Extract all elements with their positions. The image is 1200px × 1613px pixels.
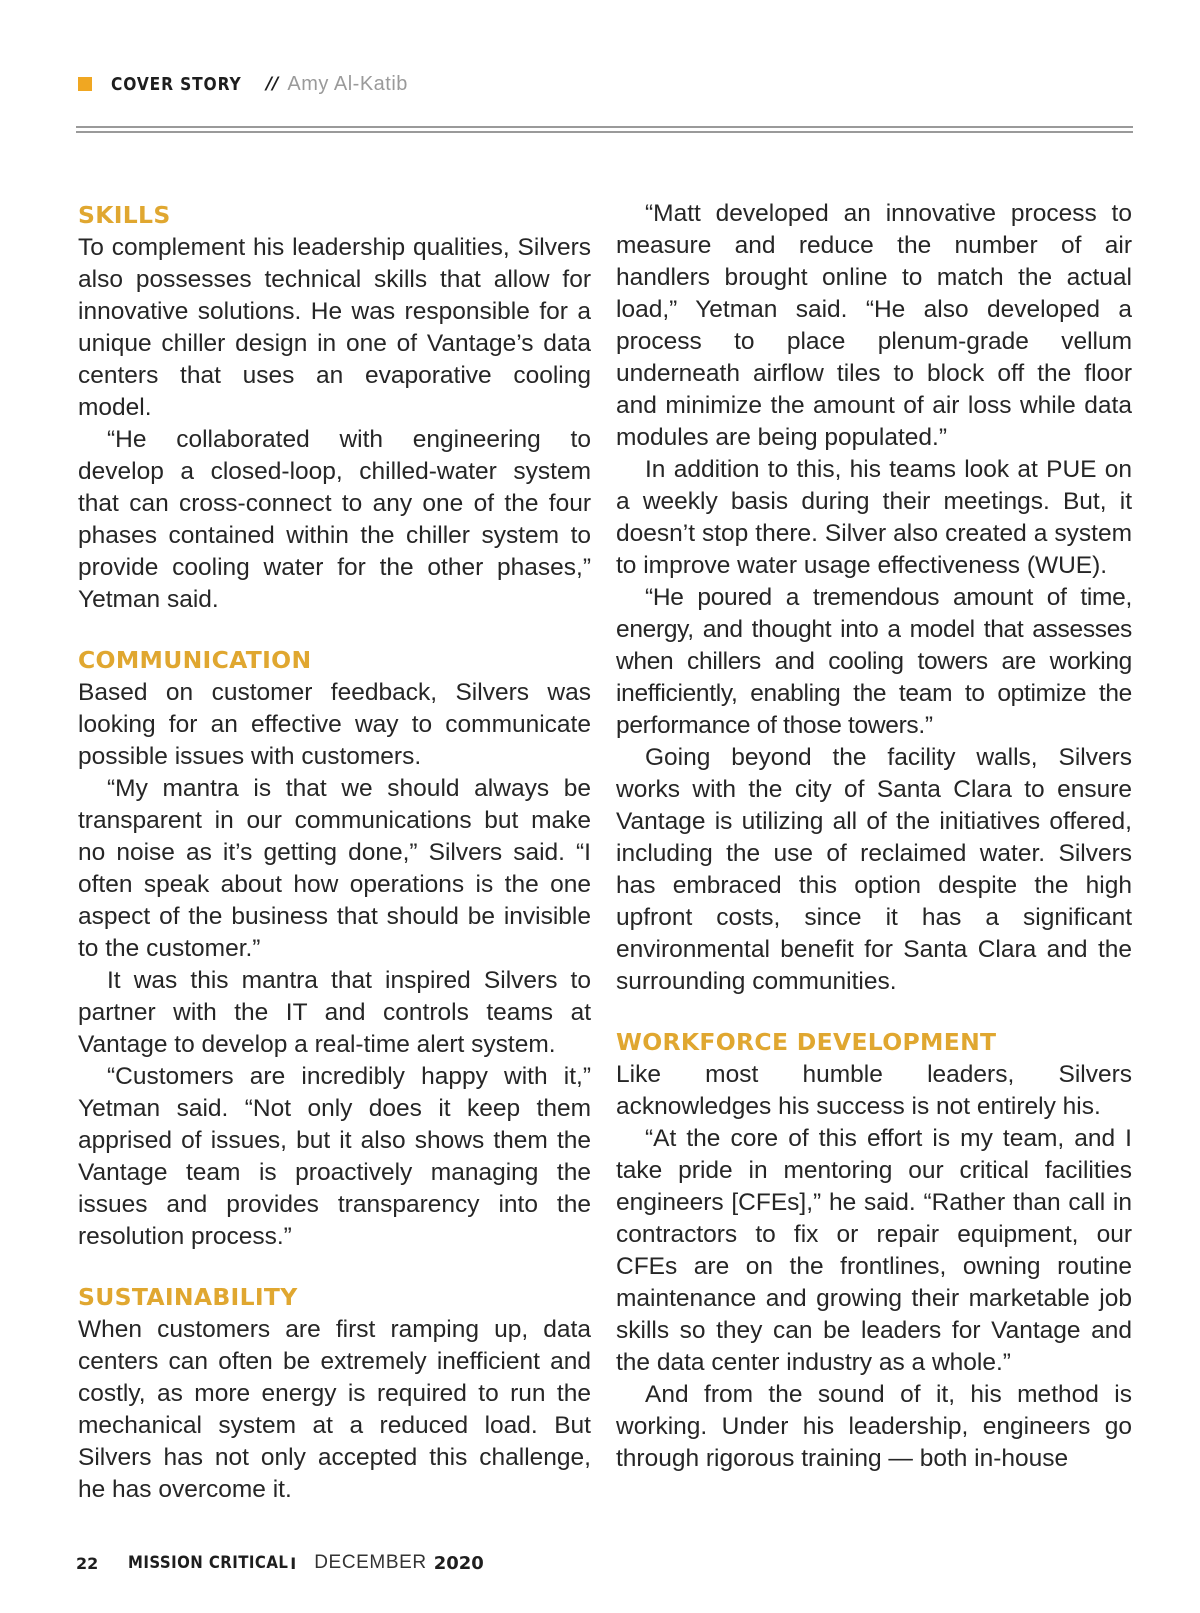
issue-month: DECEMBER <box>314 1552 427 1573</box>
paragraph: And from the sound of it, his method is working. Under his leadership, engineers go through rigorous training — both in-house <box>616 1381 1132 1472</box>
page-number: 22 <box>76 1553 99 1573</box>
heading-workforce-development: WORKFORCE DEVELOPMENT <box>616 1028 997 1056</box>
left-column <box>78 198 591 1506</box>
paragraph: “At the core of this effort is my team, and I take pride in mentoring our critical facilities engineers [CFEs],” he said. “Rather than call in contractors to fix or repair equipment, our CFEs are on the frontlines, owning routine maintenance and growing their marketable job skills so they can be leaders for Vantage and the data center industry as a whole.” <box>616 1125 1132 1376</box>
header-separator: // <box>266 74 279 94</box>
paragraph: In addition to this, his teams look at PUE on a weekly basis during their meetings. But, it doesn’t stop there. Silver also created a system to improve water usage effectiveness (WUE). <box>616 456 1132 579</box>
heading-sustainability: SUSTAINABILITY <box>78 1283 298 1311</box>
paragraph: When customers are first ramping up, data centers can often be extremely inefficient and costly, as more energy is required to run the mechanical system at a reduced load. But Silvers has not only accepted this challenge, he has overcome it. <box>78 1316 591 1503</box>
running-footer <box>76 1549 484 1577</box>
publication-name: MISSION CRITICAL <box>128 1553 289 1573</box>
heading-communication: COMMUNICATION <box>78 646 312 674</box>
right-column <box>616 198 1132 1475</box>
paragraph: Based on customer feedback, Silvers was looking for an effective way to communicate possible issues with customers. <box>78 679 591 770</box>
paragraph: To complement his leadership qualities, Silvers also possesses technical skills that allow for innovative solutions. He was responsible for a unique chiller design in one of Vantage’s data centers that uses an evaporative cooling model. <box>78 234 591 421</box>
running-header <box>78 70 408 98</box>
paragraph: Going beyond the facility walls, Silvers works with the city of Santa Clara to ensure Vantage is utilizing all of the initiatives offered, including the use of reclaimed water. Silvers has embraced this option despite the high upfront costs, since it has a significant environmental benefit for Santa Clara and the surrounding communities. <box>616 744 1132 995</box>
paragraph: “He poured a tremendous amount of time, energy, and thought into a model that assesses when chillers and cooling towers are working inefficiently, enabling the team to optimize the performance of those towers.” <box>616 584 1132 739</box>
section-marker-square <box>78 77 92 91</box>
heading-skills: SKILLS <box>78 201 171 229</box>
paragraph: “My mantra is that we should always be transparent in our communications but make no noise as it’s getting done,” Silvers said. “I often speak about how operations is the one aspect of the business that should be invisible to the customer.” <box>78 775 591 962</box>
header-rule-bottom <box>76 131 1133 133</box>
paragraph: “Matt developed an innovative process to measure and reduce the number of air handlers brought online to match the actual load,” Yetman said. “He also developed a process to place plenum-grade vellum underneath airflow tiles to block off the floor and minimize the amount of air loss while data modules are being populated.” <box>616 200 1132 451</box>
paragraph: “He collaborated with engineering to develop a closed-loop, chilled-water system that can cross-connect to any one of the four phases contained within the chiller system to provide cooling water for the other phases,” Yetman said. <box>78 426 591 613</box>
footer-divider: I <box>290 1553 297 1573</box>
issue-year: 2020 <box>433 1552 484 1574</box>
paragraph: “Customers are incredibly happy with it,” Yetman said. “Not only does it keep them apprised of issues, but it also shows them the Vantage team is proactively managing the issues and provides transparency into the resolution process.” <box>78 1063 591 1250</box>
paragraph: Like most humble leaders, Silvers acknowledges his success is not entirely his. <box>616 1061 1132 1120</box>
section-label: COVER STORY <box>111 73 242 95</box>
paragraph: It was this mantra that inspired Silvers to partner with the IT and controls teams at Vantage to develop a real-time alert system. <box>78 967 591 1058</box>
author-name: Amy Al-Katib <box>287 72 408 95</box>
header-rule-top <box>76 126 1133 128</box>
